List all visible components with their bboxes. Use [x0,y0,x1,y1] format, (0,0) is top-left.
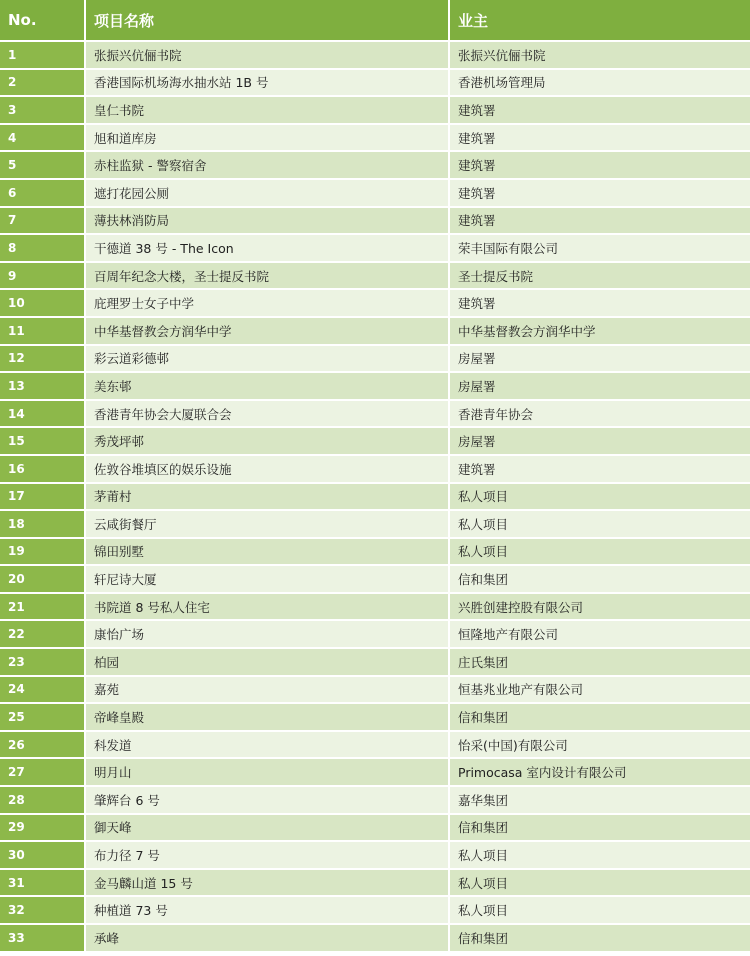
row-project-name: 轩尼诗大厦 [86,566,450,594]
row-owner: 兴胜创建控股有限公司 [450,594,750,622]
row-owner: 信和集团 [450,704,750,732]
table-row [0,235,750,263]
row-owner: 房屋署 [450,428,750,456]
row-project-name: 茅莆村 [86,484,450,512]
row-project-name: 香港青年协会大厦联合会 [86,401,450,429]
row-number: 32 [0,897,86,925]
table-row [0,566,750,594]
row-number: 8 [0,235,86,263]
row-number: 2 [0,70,86,98]
table-row [0,649,750,677]
table-row [0,594,750,622]
table-row [0,870,750,898]
row-number: 3 [0,97,86,125]
row-owner: 中华基督教会方润华中学 [450,318,750,346]
row-owner: 建筑署 [450,208,750,236]
row-owner: 香港青年协会 [450,401,750,429]
row-number: 11 [0,318,86,346]
table-row [0,897,750,925]
row-project-name: 遮打花园公厕 [86,180,450,208]
row-project-name: 明月山 [86,759,450,787]
table-row [0,484,750,512]
row-number: 9 [0,263,86,291]
table-row [0,815,750,843]
row-owner: 建筑署 [450,125,750,153]
row-owner: 私人项目 [450,870,750,898]
row-number: 30 [0,842,86,870]
table-row [0,925,750,953]
table-row [0,180,750,208]
row-owner: 建筑署 [450,180,750,208]
row-project-name: 嘉苑 [86,677,450,705]
row-owner: 建筑署 [450,456,750,484]
table-row [0,290,750,318]
row-project-name: 干德道 38 号 - The Icon [86,235,450,263]
row-number: 17 [0,484,86,512]
row-owner: 信和集团 [450,925,750,953]
header-project-name: 项目名称 [86,0,450,42]
row-project-name: 秀茂坪邨 [86,428,450,456]
row-project-name: 庇理罗士女子中学 [86,290,450,318]
row-owner: 私人项目 [450,897,750,925]
table-row [0,346,750,374]
row-number: 4 [0,125,86,153]
table-row [0,704,750,732]
table-row [0,373,750,401]
row-number: 27 [0,759,86,787]
row-number: 1 [0,42,86,70]
row-project-name: 美东邨 [86,373,450,401]
row-number: 14 [0,401,86,429]
table-row [0,401,750,429]
header-owner: 业主 [450,0,750,42]
table-row [0,208,750,236]
table-row [0,787,750,815]
row-project-name: 书院道 8 号私人住宅 [86,594,450,622]
row-number: 28 [0,787,86,815]
row-number: 19 [0,539,86,567]
row-owner: 怡采(中国)有限公司 [450,732,750,760]
table-row [0,759,750,787]
row-owner: 建筑署 [450,152,750,180]
row-number: 21 [0,594,86,622]
row-project-name: 云咸街餐厅 [86,511,450,539]
row-project-name: 张振兴伉俪书院 [86,42,450,70]
row-owner: 房屋署 [450,346,750,374]
row-project-name: 布力径 7 号 [86,842,450,870]
row-number: 6 [0,180,86,208]
row-owner: 房屋署 [450,373,750,401]
table-row [0,732,750,760]
row-owner: 张振兴伉俪书院 [450,42,750,70]
row-number: 5 [0,152,86,180]
header-no: No. [0,0,86,42]
table-row [0,842,750,870]
row-owner: Primocasa 室内设计有限公司 [450,759,750,787]
table-row [0,97,750,125]
row-project-name: 薄扶林消防局 [86,208,450,236]
row-project-name: 佐敦谷堆填区的娱乐设施 [86,456,450,484]
row-number: 24 [0,677,86,705]
row-number: 23 [0,649,86,677]
table-row [0,511,750,539]
row-number: 7 [0,208,86,236]
row-number: 18 [0,511,86,539]
table-header [0,0,750,42]
row-owner: 私人项目 [450,484,750,512]
table-row [0,621,750,649]
row-project-name: 皇仁书院 [86,97,450,125]
row-owner: 私人项目 [450,842,750,870]
row-owner: 建筑署 [450,290,750,318]
table-row [0,263,750,291]
table-body [0,42,750,953]
table-row [0,42,750,70]
table-row [0,70,750,98]
row-number: 26 [0,732,86,760]
row-project-name: 帝峰皇殿 [86,704,450,732]
table-row [0,125,750,153]
row-project-name: 承峰 [86,925,450,953]
row-project-name: 彩云道彩德邨 [86,346,450,374]
table-row [0,677,750,705]
row-project-name: 百周年纪念大楼，圣士提反书院 [86,263,450,291]
table-row [0,456,750,484]
row-owner: 信和集团 [450,815,750,843]
row-project-name: 锦田别墅 [86,539,450,567]
row-number: 20 [0,566,86,594]
row-owner: 恒隆地产有限公司 [450,621,750,649]
row-number: 15 [0,428,86,456]
row-number: 31 [0,870,86,898]
table-row [0,318,750,346]
row-owner: 荣丰国际有限公司 [450,235,750,263]
row-number: 12 [0,346,86,374]
row-owner: 香港机场管理局 [450,70,750,98]
row-owner: 私人项目 [450,511,750,539]
row-project-name: 科发道 [86,732,450,760]
row-project-name: 柏园 [86,649,450,677]
row-project-name: 康怡广场 [86,621,450,649]
row-project-name: 香港国际机场海水抽水站 1B 号 [86,70,450,98]
row-number: 10 [0,290,86,318]
row-owner: 恒基兆业地产有限公司 [450,677,750,705]
row-number: 16 [0,456,86,484]
table-row [0,152,750,180]
row-number: 22 [0,621,86,649]
row-project-name: 御天峰 [86,815,450,843]
row-number: 33 [0,925,86,953]
table-row [0,428,750,456]
row-number: 25 [0,704,86,732]
row-owner: 建筑署 [450,97,750,125]
row-owner: 圣士提反书院 [450,263,750,291]
row-number: 29 [0,815,86,843]
row-owner: 庄氏集团 [450,649,750,677]
table-row [0,539,750,567]
row-owner: 信和集团 [450,566,750,594]
row-project-name: 金马麟山道 15 号 [86,870,450,898]
row-project-name: 赤柱监狱 - 警察宿舍 [86,152,450,180]
row-project-name: 肇辉台 6 号 [86,787,450,815]
row-owner: 私人项目 [450,539,750,567]
row-number: 13 [0,373,86,401]
row-owner: 嘉华集团 [450,787,750,815]
row-project-name: 旭和道库房 [86,125,450,153]
row-project-name: 种植道 73 号 [86,897,450,925]
row-project-name: 中华基督教会方润华中学 [86,318,450,346]
